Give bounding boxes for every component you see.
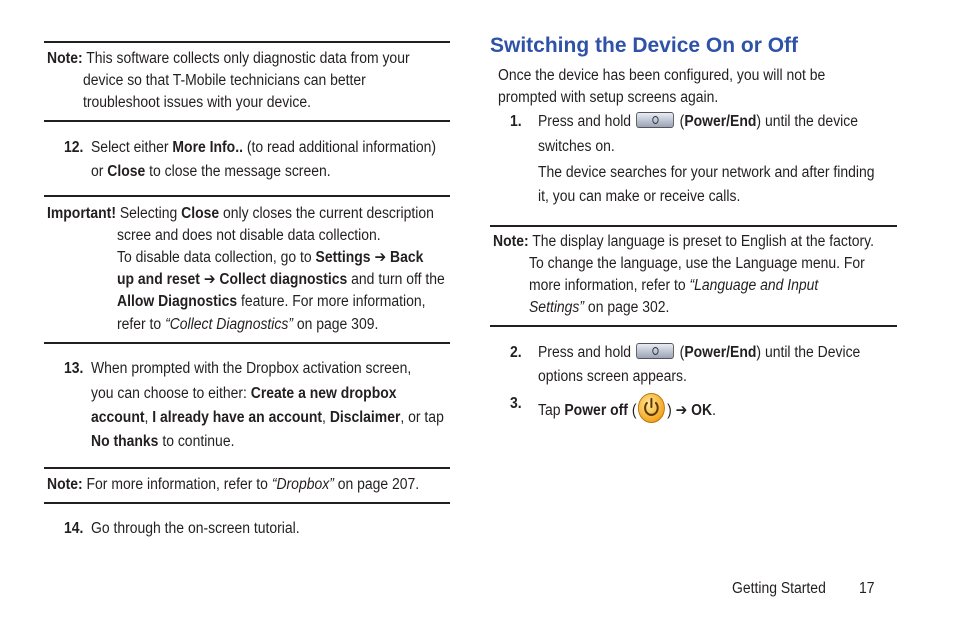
- text: Press and hold: [538, 344, 632, 361]
- cross-reference[interactable]: Settings”: [529, 299, 585, 316]
- important-line-4: [117, 269, 445, 291]
- note-label: Note:: [493, 233, 529, 250]
- text: feature. For more information,: [237, 293, 426, 310]
- note-label: Note:: [47, 50, 83, 67]
- text: For more information, refer to: [82, 476, 272, 493]
- power-end-term: Power/End: [684, 113, 757, 130]
- text: or: [91, 163, 108, 180]
- note-language-line-4: [529, 297, 669, 319]
- text: refer to: [117, 316, 166, 333]
- step-number: 12.: [64, 139, 84, 156]
- option-term: Disclaimer: [329, 409, 401, 426]
- power-end-key-icon: [636, 112, 674, 128]
- cross-reference[interactable]: “Language and Input: [689, 277, 819, 294]
- step-14-text: Go through the on-screen tutorial.: [91, 520, 300, 537]
- text: on page 207.: [333, 476, 420, 493]
- text: To disable data collection, go to: [117, 249, 316, 266]
- text: ) ➔: [667, 402, 692, 419]
- ok-term: OK: [691, 402, 713, 419]
- text: ) until the device: [756, 113, 859, 130]
- power-off-term: Power off: [564, 402, 628, 419]
- cross-reference[interactable]: “Collect Diagnostics”: [165, 316, 294, 333]
- text: (: [679, 113, 685, 130]
- rule: [44, 195, 450, 197]
- allow-diagnostics-term: Allow Diagnostics: [117, 293, 238, 310]
- intro-line: prompted with setup screens again.: [498, 89, 719, 106]
- note-line: This software collects only diagnostic data from your: [86, 50, 410, 67]
- note-dropbox: [47, 474, 419, 496]
- step-1-line-2: switches on.: [538, 138, 615, 155]
- text: ,: [144, 409, 153, 426]
- step-number: 14.: [64, 520, 84, 537]
- rule: [44, 120, 450, 122]
- important-label: Important!: [47, 205, 116, 222]
- note-language-line-3: [529, 275, 818, 297]
- step-number: 13.: [64, 360, 84, 377]
- step-13-line-2: [91, 383, 397, 405]
- settings-path: up and reset ➔ Collect diagnostics: [117, 271, 348, 288]
- step-2-line-2: options screen appears.: [538, 368, 687, 385]
- important-line-5: [117, 291, 426, 313]
- step-12-line-2: [91, 161, 331, 183]
- more-info-term: More Info..: [172, 139, 243, 156]
- rule: [44, 502, 450, 504]
- rule-top-left: [44, 41, 450, 43]
- option-term: Create a new dropbox: [250, 385, 397, 402]
- step-1-line-1: [538, 111, 858, 133]
- text: , or tap: [400, 409, 444, 426]
- text: .: [712, 402, 716, 419]
- step-1-para-line: The device searches for your network and after finding: [538, 164, 875, 181]
- text: Selecting: [119, 205, 182, 222]
- text: on page 302.: [584, 299, 670, 316]
- text: Tap: [538, 402, 565, 419]
- text: you can choose to either:: [91, 385, 251, 402]
- footer-section: Getting Started: [732, 580, 826, 597]
- text: Press and hold: [538, 113, 632, 130]
- step-13-line-3: [91, 407, 444, 429]
- step-13-line-4: [91, 431, 234, 453]
- step-2-line-1: [538, 342, 860, 364]
- note-line: device so that T-Mobile technicians can better: [83, 72, 366, 89]
- text: (to read additional information): [242, 139, 437, 156]
- note-label: Note:: [47, 476, 83, 493]
- note-language-line-2: To change the language, use the Language menu. For: [529, 255, 865, 272]
- important-line-2: scree and does not disable data collection.: [117, 227, 381, 244]
- intro-line: Once the device has been configured, you will not be: [498, 67, 826, 84]
- power-off-icon: [638, 393, 665, 423]
- text: (: [627, 402, 637, 419]
- rule: [44, 342, 450, 344]
- text: on page 309.: [293, 316, 379, 333]
- cross-reference[interactable]: “Dropbox”: [271, 476, 334, 493]
- power-end-term: Power/End: [684, 344, 757, 361]
- step-1-para-line: it, you can make or receive calls.: [538, 188, 741, 205]
- rule: [44, 467, 450, 469]
- text: to continue.: [158, 433, 235, 450]
- note-diagnostic: [47, 48, 410, 70]
- close-term: Close: [181, 205, 220, 222]
- footer-page-number: 17: [859, 580, 875, 597]
- text: to close the message screen.: [145, 163, 331, 180]
- power-end-key-icon: [636, 343, 674, 359]
- step-number: 1.: [510, 113, 522, 130]
- option-term: No thanks: [91, 433, 159, 450]
- text: more information, refer to: [529, 277, 690, 294]
- note-language-line-1: [493, 231, 874, 253]
- important-line-6: [117, 314, 378, 336]
- text: ) until the Device: [756, 344, 861, 361]
- important-line-1: [47, 203, 434, 225]
- step-number: 2.: [510, 344, 522, 361]
- step-number: 3.: [510, 395, 522, 412]
- settings-path: Settings ➔ Back: [315, 249, 424, 266]
- text: only closes the current description: [219, 205, 434, 222]
- step-12-line-1: [91, 137, 436, 159]
- text: ,: [322, 409, 330, 426]
- text: Select either: [91, 139, 173, 156]
- rule: [490, 325, 897, 327]
- note-line: troubleshoot issues with your device.: [83, 94, 311, 111]
- text: The display language is preset to English at the factory.: [528, 233, 874, 250]
- section-heading: Switching the Device On or Off: [490, 34, 799, 57]
- close-term: Close: [107, 163, 146, 180]
- step-3-line: [538, 393, 716, 423]
- important-line-3: [117, 247, 423, 269]
- option-term: account: [91, 409, 145, 426]
- text: (: [679, 344, 685, 361]
- text: and turn off the: [347, 271, 445, 288]
- rule: [490, 225, 897, 227]
- step-13-line-1: When prompted with the Dropbox activation screen,: [91, 360, 412, 377]
- option-term: I already have an account: [152, 409, 323, 426]
